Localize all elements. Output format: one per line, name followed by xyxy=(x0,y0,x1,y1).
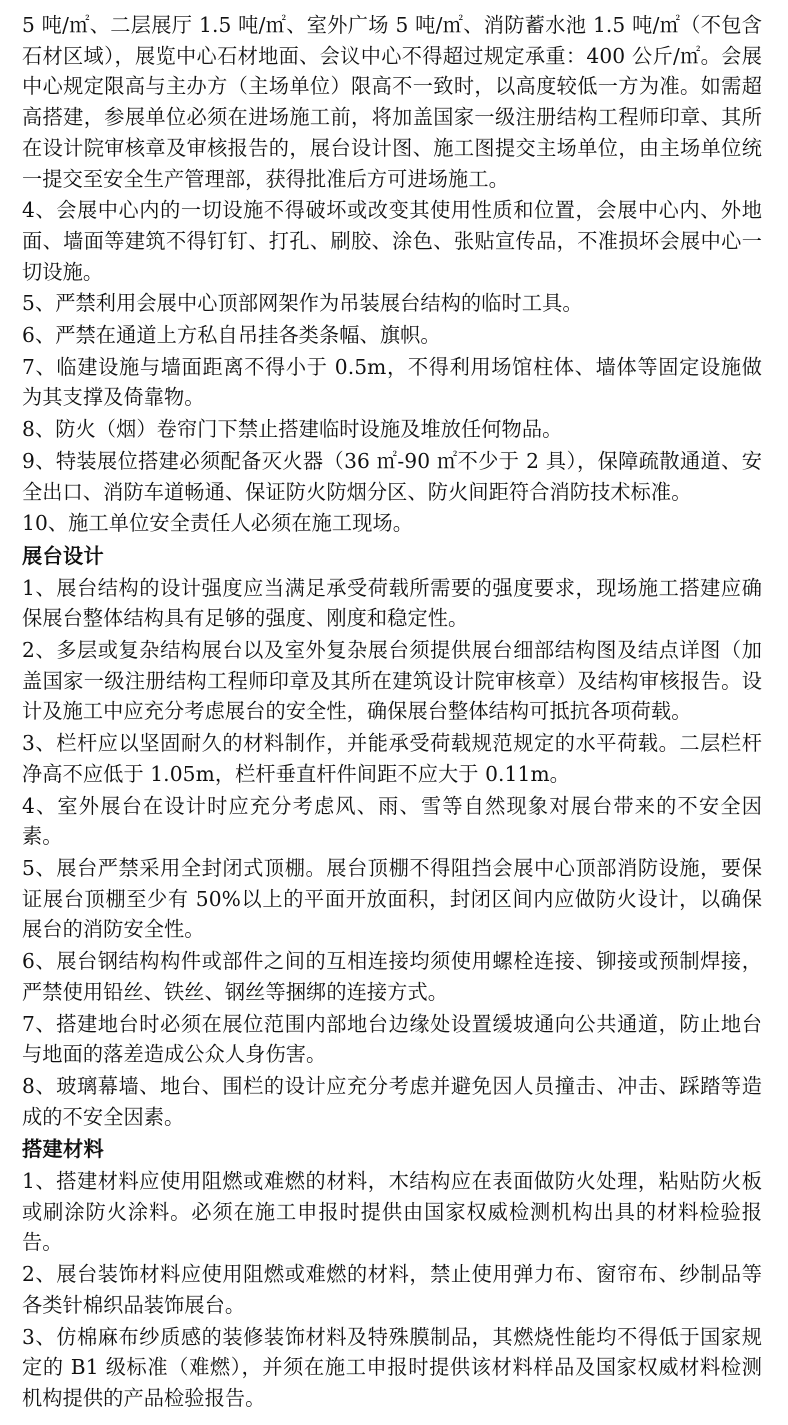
paragraph-design-8: 8、玻璃幕墙、地台、围栏的设计应充分考虑并避免因人员撞击、冲击、踩踏等造成的不安全因素。 xyxy=(22,1073,762,1129)
heading-build-materials: 搭建材料 xyxy=(22,1137,104,1162)
paragraph-item-5: 5、严禁利用会展中心顶部网架作为吊装展台结构的临时工具。 xyxy=(22,291,583,316)
paragraph-design-3: 3、栏杆应以坚固耐久的材料制作，并能承受荷载规范规定的水平荷载。二层栏杆净高不应低于 1.05m，栏杆垂直杆件间距不应大于 0.11m。 xyxy=(22,731,762,786)
paragraph-design-1: 1、展台结构的设计强度应当满足承受荷载所需要的强度要求，现场施工搭建应确保展台整体结构具有足够的强度、刚度和稳定性。 xyxy=(22,575,762,631)
paragraph-item-9: 9、特装展位搭建必须配备灭火器（36 ㎡-90 ㎡不少于 2 具），保障疏散通道、安全出口、消防车道畅通、保证防火防烟分区、防火间距符合消防技术标准。 xyxy=(22,448,762,504)
paragraph-item-7: 7、临建设施与墙面距离不得小于 0.5m，不得利用场馆柱体、墙体等固定设施做为其支撑及倚靠物。 xyxy=(22,354,762,410)
paragraph-design-4: 4、室外展台在设计时应充分考虑风、雨、雪等自然现象对展台带来的不安全因素。 xyxy=(22,793,762,849)
paragraph-design-2: 2、多层或复杂结构展台以及室外复杂展台须提供展台细部结构图及结点详图（加盖国家一级注册结构工程师印章及其所在建筑设计院审核章）及结构审核报告。设计及施工中应充分考虑展台的安全性，确保展台整体结构可抵抗各项荷载。 xyxy=(22,638,762,724)
heading-booth-design: 展台设计 xyxy=(22,543,104,568)
paragraph-item-10: 10、施工单位安全责任人必须在施工现场。 xyxy=(22,511,414,536)
paragraph-material-2: 2、展台装饰材料应使用阻燃或难燃的材料，禁止使用弹力布、窗帘布、纱制品等各类针棉织品装饰展台。 xyxy=(22,1262,762,1317)
paragraph-design-7: 7、搭建地台时必须在展位范围内部地台边缘处设置缓坡通向公共通道，防止地台与地面的落差造成公众人身伤害。 xyxy=(22,1011,762,1067)
paragraph-design-5: 5、展台严禁采用全封闭式顶棚。展台顶棚不得阻挡会展中心顶部消防设施，要保证展台顶棚至少有 50%以上的平面开放面积，封闭区间内应做防火设计，以确保展台的消防安全性。 xyxy=(22,855,762,942)
paragraph-item-4: 4、会展中心内的一切设施不得破坏或改变其使用性质和位置，会展中心内、外地面、墙面等建筑不得钉钉、打孔、刷胶、涂色、张贴宣传品，不准损坏会展中心一切设施。 xyxy=(22,198,762,284)
paragraph-design-6: 6、展台钢结构构件或部件之间的互相连接均须使用螺栓连接、铆接或预制焊接，严禁使用铅丝、铁丝、钢丝等捆绑的连接方式。 xyxy=(22,949,762,1004)
paragraph-material-1: 1、搭建材料应使用阻燃或难燃的材料，木结构应在表面做防火处理，粘贴防火板或刷涂防火涂料。必须在施工申报时提供由国家权威检测机构出具的材料检验报告。 xyxy=(22,1169,762,1255)
paragraph-material-3: 3、仿棉麻布纱质感的装修装饰材料及特殊膜制品，其燃烧性能均不得低于国家规定的 B1 级标准（难燃），并须在施工申报时提供该材料样品及国家权威材料检测机构提供的产品检验报告。 xyxy=(22,1324,762,1410)
document-body xyxy=(22,10,762,1414)
paragraph-item-8: 8、防火（烟）卷帘门下禁止搭建临时设施及堆放任何物品。 xyxy=(22,417,563,442)
paragraph-load-limits: 5 吨/㎡、二层展厅 1.5 吨/㎡、室外广场 5 吨/㎡、消防蓄水池 1.5 吨/㎡（不包含石材区域），展览中心石材地面、会议中心不得超过规定承重：400 公斤/㎡。会展中心规定限高与主办方（主场单位）限高不一致时，以高度较低一方为准。如需超高搭建，参展单位必须在进场施工前，将加盖国家一级注册结构工程师印章、其所在设计院审核章及审核报告的，展台设计图、施工图提交主场单位，由主场单位统一提交至安全生产管理部，获得批准后方可进场施工。 xyxy=(22,13,762,191)
paragraph-item-6: 6、严禁在通道上方私自吊挂各类条幅、旗帜。 xyxy=(22,323,441,348)
